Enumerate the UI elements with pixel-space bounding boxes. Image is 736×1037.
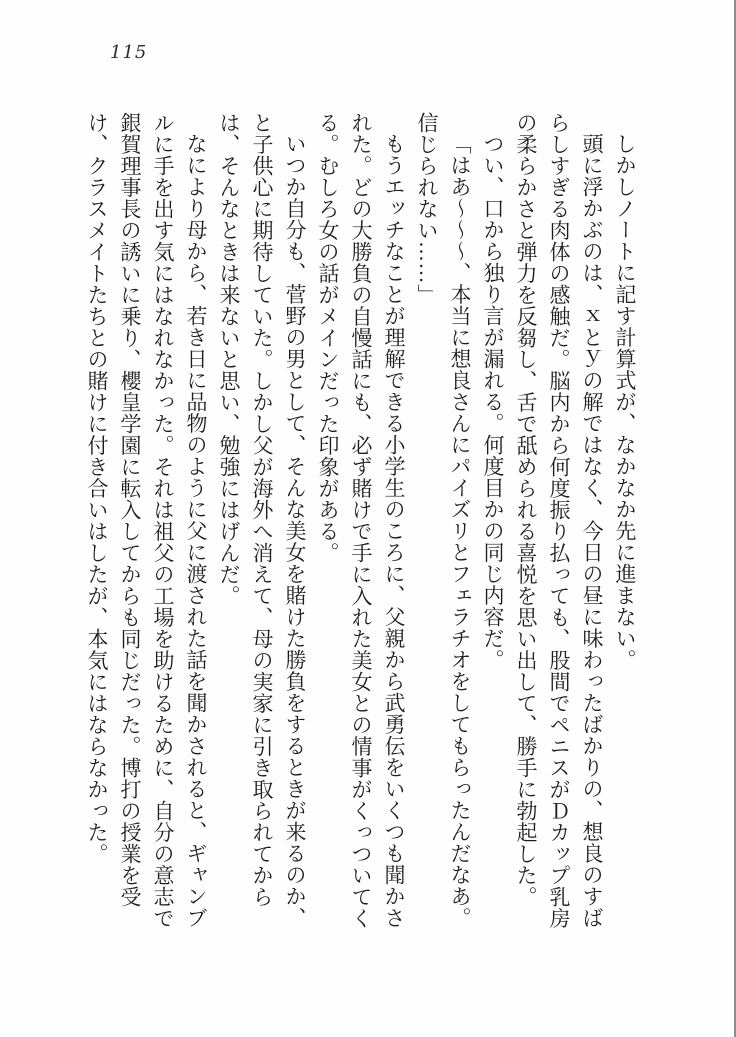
paragraph-5: もうエッチなことが理解できる小学生のころに、父親から武勇伝をいくつも聞かされた。どの大勝負の自慢話にも、必ず賭けで手に入れた美女との情事がくっついてくる。むしろ女の話がメインだった印象がある。 [316,112,406,929]
paragraph-2: 頭に浮かぶのは、ｘとｙの解ではなく、今日の昼に味わったばかりの、想良のすばらしすぎる肉体の感触だ。脳内から何度振り払っても、股間でペニスがＤカップ乳房の柔らかさと弾力を反芻し、舌で舐められる喜悦を思い出して、勝手に勃起した。 [514,112,604,929]
paragraph-3: つい、口から独り言が漏れる。何度目かの同じ内容だ。 [481,133,505,671]
page-number: 115 [110,42,148,63]
paragraph-7: なにより母から、若き日に品物のように父に渡された話を聞かされると、ギャンブルに手を出す気にはなれなかった。それは祖父の工場を助けるために、自分の意志で銀賀理事長の誘いに乗り、櫻皇学園に転入してからも同じだった。博打の授業を受け、クラスメイトたちとの賭けに付き合いはしたが、本気にはならなかった。 [85,112,208,929]
paragraph-4: 「はあ～～～、本当に想良さんにパイズリとフェラチオをしてもらったんだなあ。信じられない……」 [415,112,472,929]
paragraph-6: いつか自分も、菅野の男として、そんな美女を賭けた勝負をするときが来るのか、と子供心に期待していた。しかし父が海外へ消えて、母の実家に引き取られてからは、そんなときは来ないと思い、勉強にはげんだ。 [217,112,307,929]
page-text-block [80,112,641,934]
paragraph-1: しかしノートに記す計算式が、なかなか先に進まない。 [613,133,637,671]
